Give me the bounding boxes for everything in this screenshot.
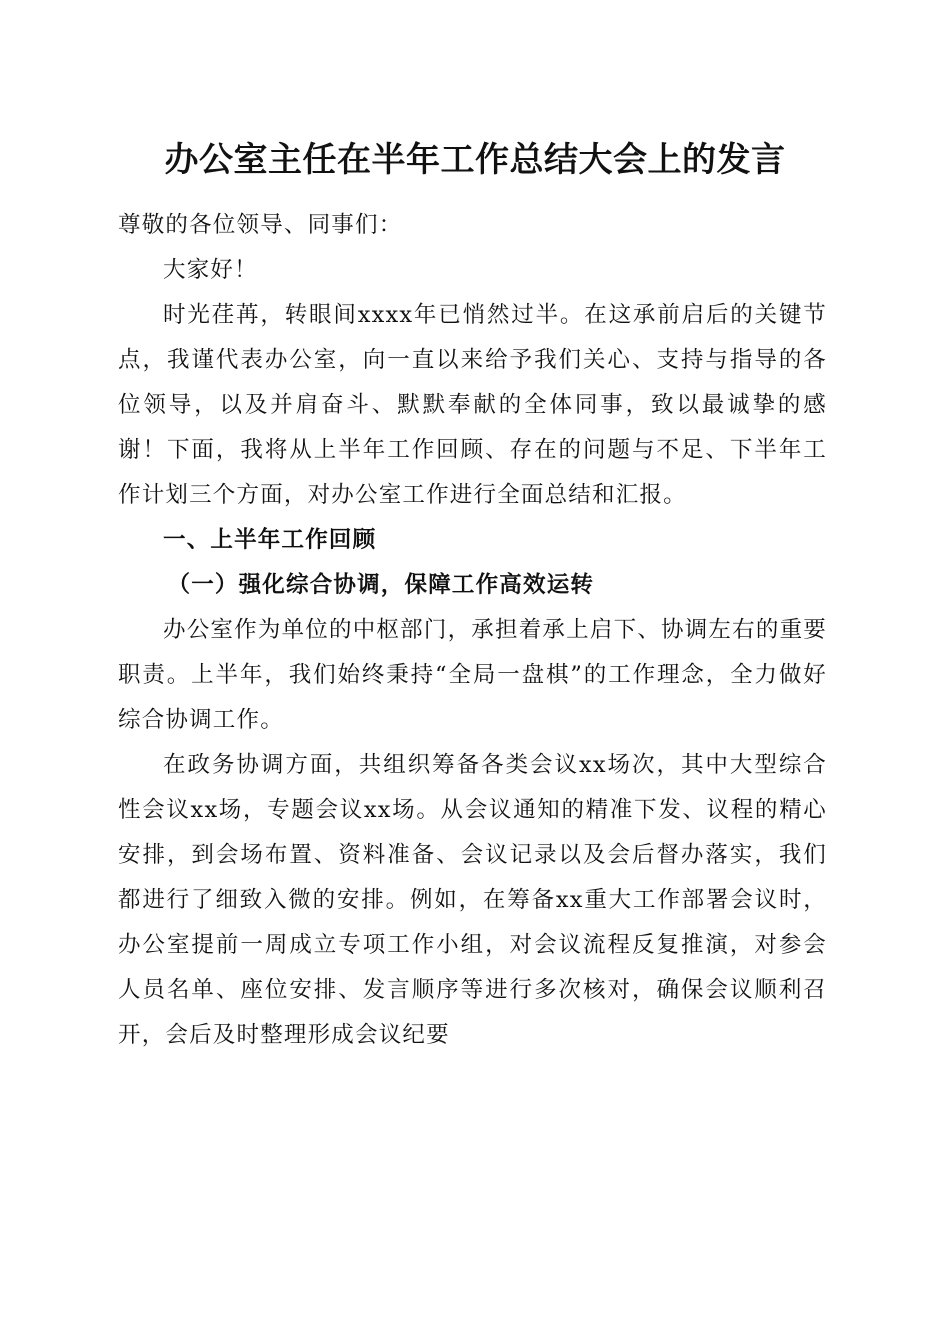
- greeting: 大家好！: [163, 257, 258, 283]
- body-paragraph-2: 在政务协调方面，共组织筹备各类会议xx场次，其中大型综合性会议xx场，专题会议xx场。从会议通知的精准下发、议程的精心安排，到会场布置、资料准备、会议记录以及会后督办落实，我们都进行了细致入微的安排。例如，在筹备xx重大工作部署会议时，办公室提前一周成立专项工作小组，对会议流程反复推演，对参会人员名单、座位安排、发言顺序等进行多次核对，确保会议顺利召开，会后及时整理形成会议纪要: [118, 752, 827, 1048]
- document-title: 办公室主任在半年工作总结大会上的发言: [164, 140, 786, 180]
- section-heading: 一、上半年工作回顾: [163, 527, 377, 553]
- intro-paragraph: 时光荏苒，转眼间xxxx年已悄然过半。在这承前启后的关键节点，我谨代表办公室，向一直以来给予我们关心、支持与指导的各位领导，以及并肩奋斗、默默奉献的全体同事，致以最诚挚的感谢！下面，我将从上半年工作回顾、存在的问题与不足、下半年工作计划三个方面，对办公室工作进行全面总结和汇报。: [118, 302, 827, 508]
- subsection-heading: （一）强化综合协调，保障工作高效运转: [167, 572, 595, 598]
- document-body: [118, 203, 827, 1058]
- salutation: 尊敬的各位领导、同事们：: [118, 212, 403, 238]
- body-paragraph-1: 办公室作为单位的中枢部门，承担着承上启下、协调左右的重要职责。上半年，我们始终秉持“全局一盘棋”的工作理念，全力做好综合协调工作。: [118, 617, 827, 733]
